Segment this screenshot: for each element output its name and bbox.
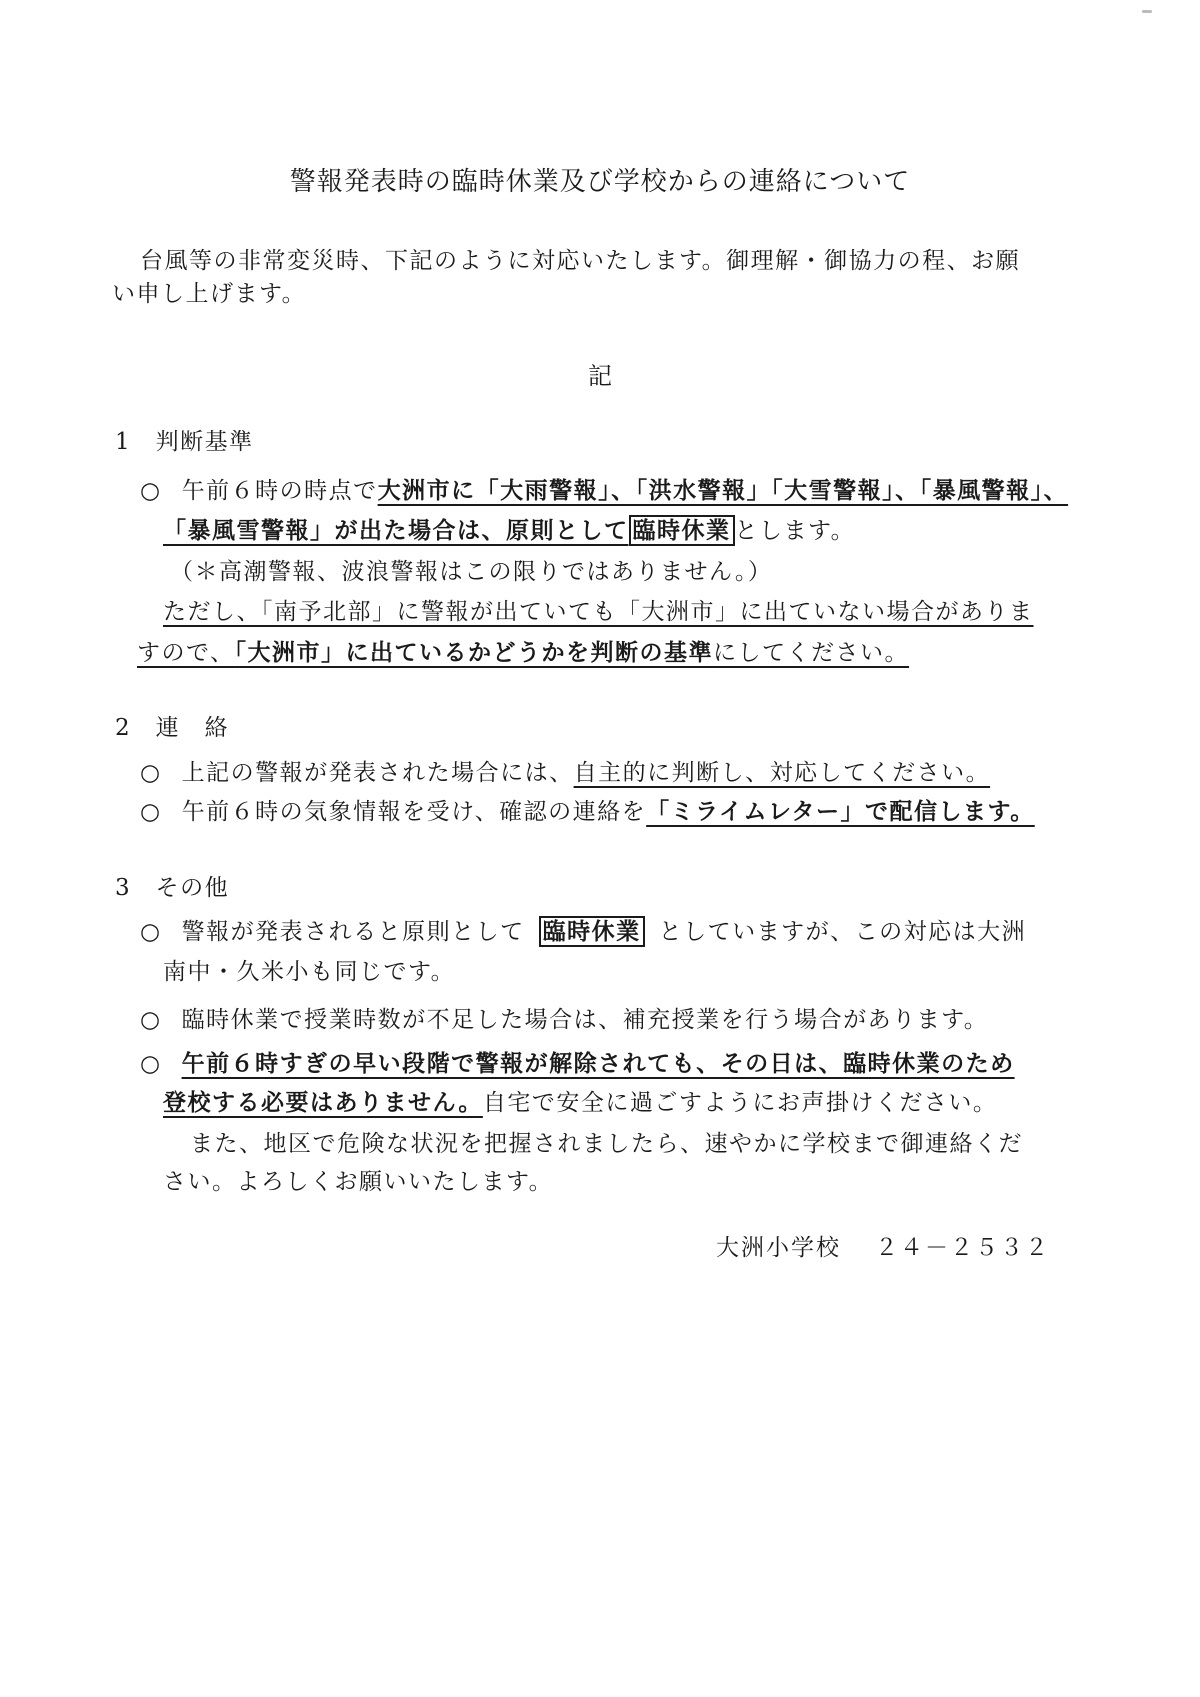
section2-item-2: ○ 午前６時の気象情報を受け、確認の連絡を「ミライムレター」で配信します。 [140, 798, 1035, 825]
section1-item-line-1: ○ 午前６時の時点で大洲市に「大雨警報」、「洪水警報」「大雪警報」、「暴風警報」、 [140, 477, 1069, 504]
bullet-circle: ○ [140, 1007, 162, 1033]
intro-line-1: 台風等の非常変災時、下記のように対応いたします。御理解・御協力の程、お願 [140, 248, 1021, 274]
bullet-circle: ○ [140, 799, 162, 825]
bullet-circle: ○ [140, 478, 162, 504]
section3-item-3-line-1 [140, 1048, 1015, 1080]
section1-line-5: すので、「大洲市」に出ているかどうかを判断の基準にしてください。 [137, 639, 910, 666]
section3-line-6: また、地区で危険な状況を把握されましたら、速やかに学校まで御連絡くだ [190, 1131, 1023, 1157]
section2-heading: 2 連 絡 [115, 715, 230, 741]
section3-line-7: さい。よろしくお願いいたします。 [163, 1169, 554, 1195]
bullet-circle: ○ [140, 760, 162, 786]
section3-item-1-line-1: ○ 警報が発表されると原則として 臨時休業 としていますが、この対応は大洲 [140, 918, 1027, 945]
warning-types-emphasis: 大洲市に「大雨警報」、「洪水警報」「大雪警報」、「暴風警報」、 [377, 477, 1069, 504]
intro-line-2: い申し上げます。 [112, 281, 307, 307]
section3-item-2: ○ 臨時休業で授業時数が不足した場合は、補充授業を行う場合があります。 [140, 1007, 989, 1033]
section1-line-4: ただし、「南予北部」に警報が出ていても「大洲市」に出ていない場合がありま [163, 599, 1034, 625]
school-phone: ２４－２５３２ [875, 1235, 1050, 1261]
section1-heading: 1 判断基準 [115, 429, 254, 455]
section2-item-1: ○ 上記の警報が発表された場合には、自主的に判断し、対応してください。 [140, 760, 991, 786]
mirai-letter-emphasis: 「ミライムレター」で配信します。 [646, 798, 1035, 825]
school-name: 大洲小学校 [716, 1235, 841, 1261]
rinji-kyugyo-box: 臨時休業 [629, 515, 735, 546]
bullet-circle: ○ [140, 919, 162, 945]
scan-speck [1142, 10, 1152, 13]
school-contact [716, 1232, 1050, 1264]
bullet-circle: ○ [140, 1051, 162, 1077]
criterion-emphasis: 「大洲市」に出ているかどうかを判断の基準 [234, 639, 714, 666]
rinji-kyugyo-box: 臨時休業 [539, 916, 645, 947]
early-release-emphasis: 午前６時すぎの早い段階で警報が解除されても、その日は、臨時休業のため [181, 1050, 1015, 1077]
section1-note: （＊高潮警報、波浪警報はこの限りではありません。） [170, 559, 773, 585]
section3-item-1-line-2: 南中・久米小も同じです。 [163, 959, 456, 985]
ki-heading: 記 [588, 362, 612, 390]
section1-item-line-2: 「暴風雪警報」が出た場合は、原則として 臨時休業 とします。 [163, 517, 856, 544]
page-title: 警報発表時の臨時休業及び学校からの連絡について [289, 167, 911, 197]
section3-item-3-line-2: 登校する必要はありません。自宅で安全に過ごすようにお声掛けください。 [163, 1089, 998, 1116]
section3-heading: 3 その他 [115, 875, 230, 901]
